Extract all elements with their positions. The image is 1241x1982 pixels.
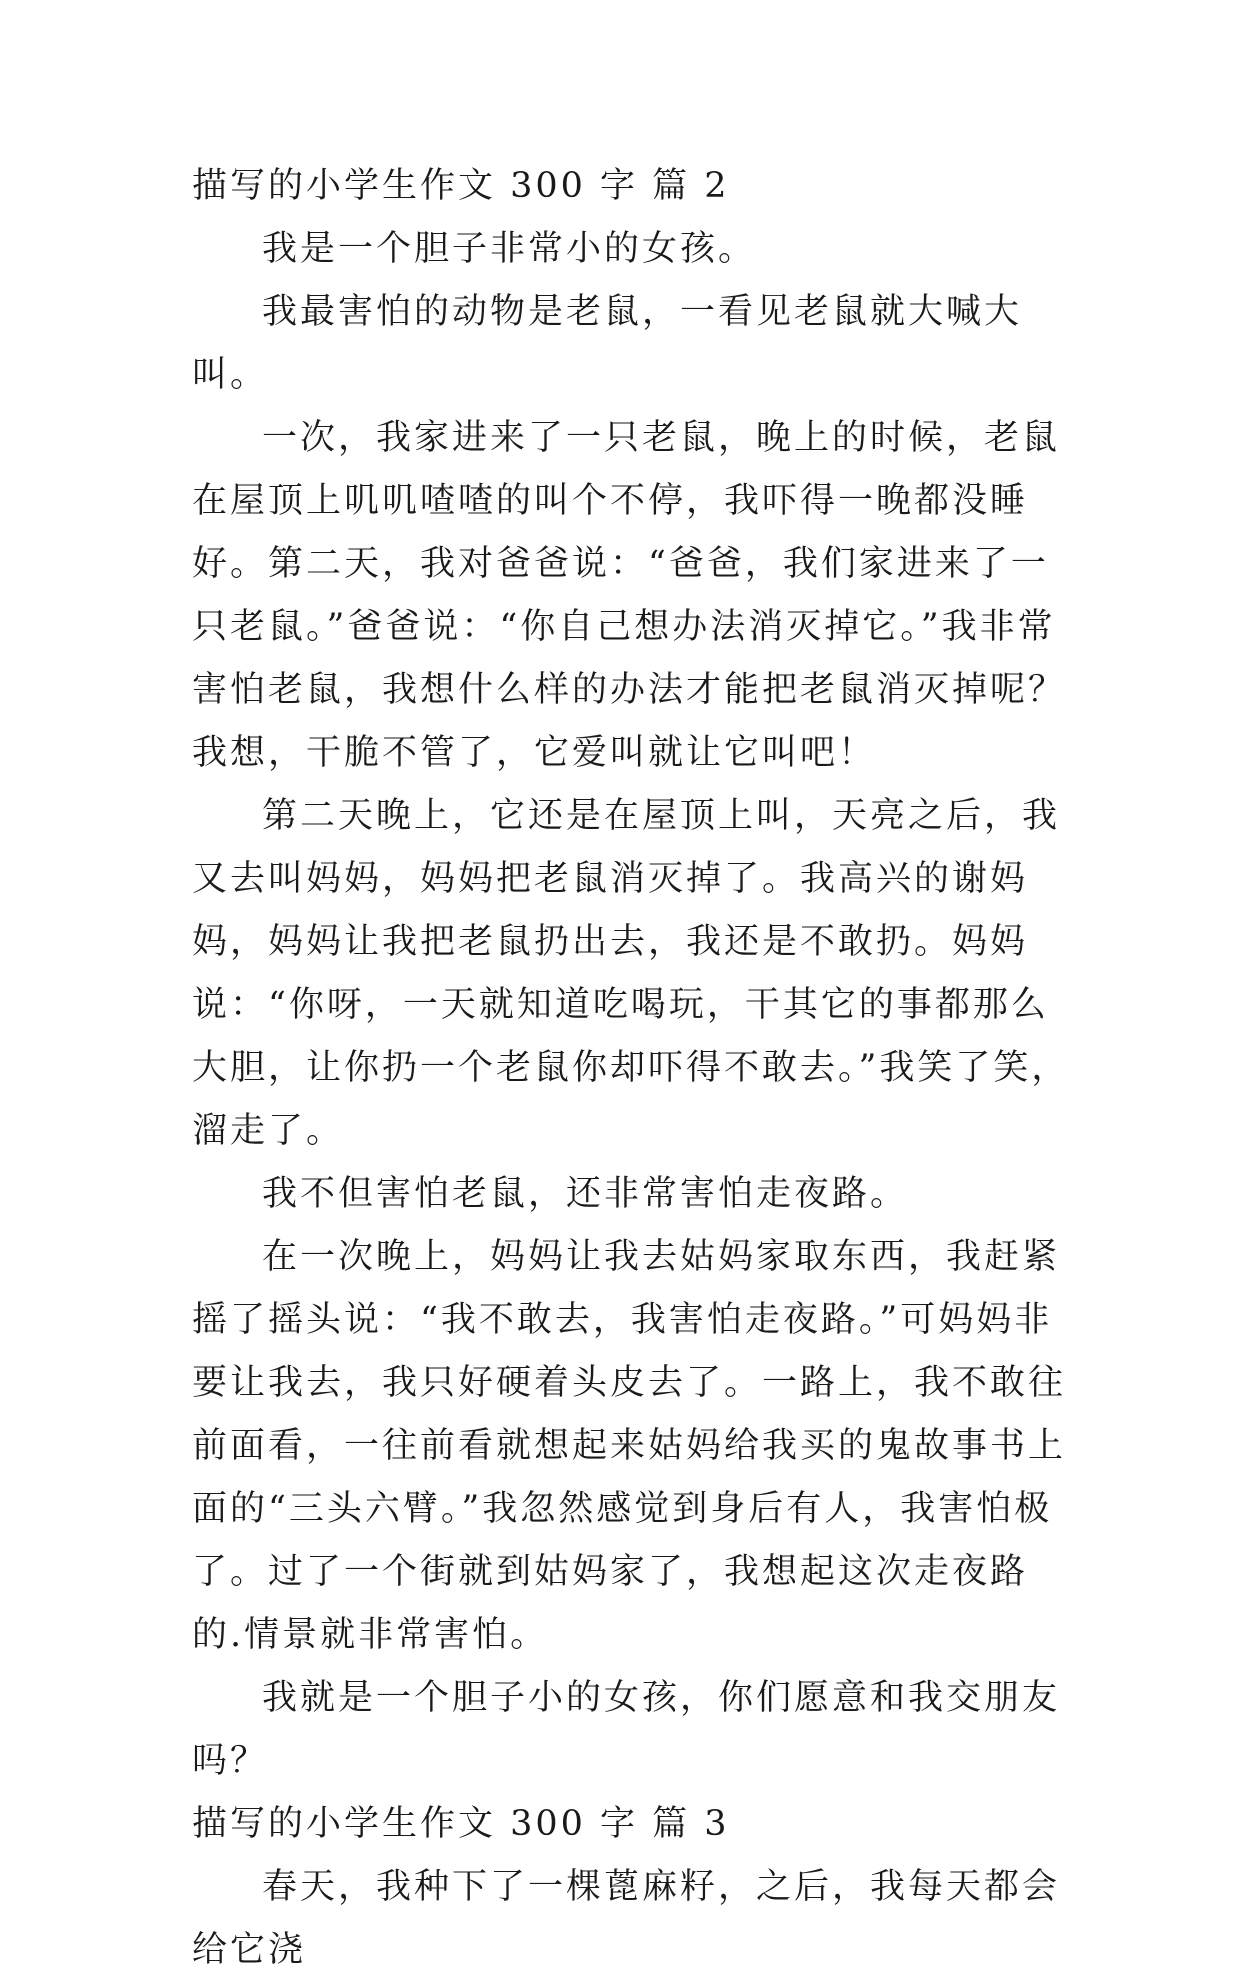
paragraph: 在一次晚上，妈妈让我去姑妈家取东西，我赶紧摇了摇头说：“我不敢去，我害怕走夜路。”可妈妈非要让我去，我只好硬着头皮去了。一路上，我不敢往前面看，一往前看就想起来姑妈给我买的鬼故事书上面的“三头六臂。”我忽然感觉到身后有人，我害怕极了。过了一个街就到姑妈家了，我想起这次走夜路的.情景就非常害怕。 [192, 1237, 1067, 1655]
paragraph: 我是一个胆子非常小的女孩。 [262, 229, 757, 269]
paragraph: 我最害怕的动物是老鼠，一看见老鼠就大喊大叫。 [192, 292, 1023, 395]
paragraph: 第二天晚上，它还是在屋顶上叫，天亮之后，我又去叫妈妈，妈妈把老鼠消灭掉了。我高兴的谢妈妈，妈妈让我把老鼠扔出去，我还是不敢扔。妈妈说：“你呀，一天就知道吃喝玩，干其它的事都那么大胆，让你扔一个老鼠你却吓得不敢去。”我笑了笑，溜走了。 [192, 796, 1070, 1151]
section-heading: 描写的小学生作文 300 字 篇 3 [192, 1804, 730, 1844]
article-body [192, 155, 1072, 1982]
paragraph: 春天，我种下了一棵蓖麻籽，之后，我每天都会给它浇 [192, 1867, 1061, 1970]
paragraph: 我就是一个胆子小的女孩，你们愿意和我交朋友吗？ [192, 1678, 1061, 1781]
paragraph: 我不但害怕老鼠，还非常害怕走夜路。 [262, 1174, 909, 1214]
paragraph: 一次，我家进来了一只老鼠，晚上的时候，老鼠在屋顶上叽叽喳喳的叫个不停，我吓得一晚都没睡好。第二天，我对爸爸说：“爸爸，我们家进来了一只老鼠。”爸爸说：“你自己想办法消灭掉它。”我非常害怕老鼠，我想什么样的办法才能把老鼠消灭掉呢？我想，干脆不管了，它爱叫就让它叫吧！ [192, 418, 1067, 773]
section-heading: 描写的小学生作文 300 字 篇 2 [192, 166, 730, 206]
